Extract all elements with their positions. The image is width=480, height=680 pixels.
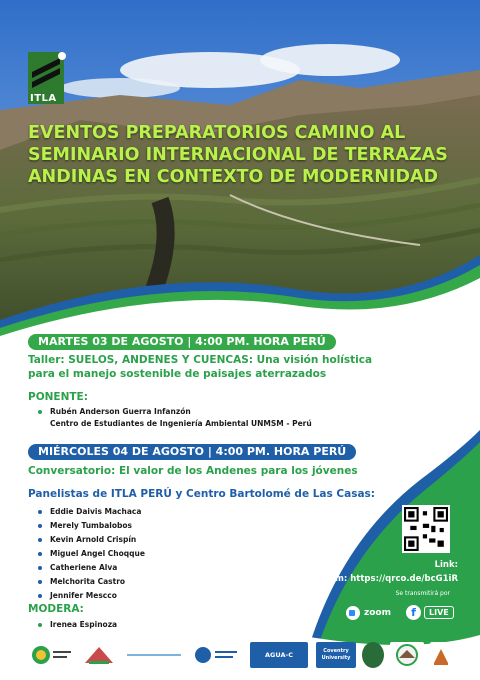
bullet-icon bbox=[38, 524, 42, 528]
list-item: Eddie Daivis Machaca bbox=[50, 507, 142, 516]
partner-logo bbox=[28, 642, 74, 668]
partner-logo bbox=[82, 642, 116, 668]
event1-date-badge: MARTES 03 DE AGOSTO | 4:00 PM. HORA PERÚ bbox=[28, 334, 336, 350]
bullet-icon bbox=[38, 510, 42, 514]
logo-text: ITLA bbox=[30, 93, 57, 104]
partner-logo bbox=[124, 642, 184, 668]
bullet-icon bbox=[38, 594, 42, 598]
partner-logo-coventry bbox=[316, 642, 356, 668]
bullet-icon bbox=[38, 580, 42, 584]
list-item: Catheriene Alva bbox=[50, 563, 118, 572]
partner-logo bbox=[362, 642, 384, 668]
zoom-link[interactable]: Zoom: https://qrco.de/bcG1iR bbox=[317, 574, 458, 584]
event1-topic-line2: para el manejo sostenible de paisajes aterrazados bbox=[28, 368, 327, 380]
zoom-label: zoom bbox=[364, 608, 391, 618]
partner-logo bbox=[192, 642, 242, 668]
bullet-icon bbox=[38, 538, 42, 542]
partner-name: Coventry University bbox=[321, 648, 351, 661]
zoom-icon bbox=[346, 606, 360, 620]
moderator-name: Irenea Espinoza bbox=[50, 620, 118, 629]
facebook-live[interactable] bbox=[406, 605, 454, 620]
list-item: Kevin Arnold Crispín bbox=[50, 535, 137, 544]
partner-logo-agua-c bbox=[250, 642, 308, 668]
partner-logo bbox=[390, 642, 424, 668]
event2-date-badge: MIÉRCOLES 04 DE AGOSTO | 4:00 PM. HORA PERÚ bbox=[28, 444, 356, 460]
moderator-label: MODERA: bbox=[28, 603, 84, 615]
zoom-platform[interactable] bbox=[346, 606, 391, 620]
panelists-label: Panelistas de ITLA PERÚ y Centro Bartolomé de Las Casas: bbox=[28, 488, 375, 500]
bullet-icon bbox=[38, 410, 42, 414]
event2-topic: Conversatorio: El valor de los Andenes para los jóvenes bbox=[28, 465, 358, 477]
qr-code-icon[interactable] bbox=[402, 505, 450, 553]
link-label: Link: bbox=[434, 560, 458, 570]
event1-topic-line1: Taller: SUELOS, ANDENES Y CUENCAS: Una visión holística bbox=[28, 354, 373, 366]
list-item: Miguel Angel Choqque bbox=[50, 549, 145, 558]
speaker-name: Rubén Anderson Guerra Infanzón bbox=[50, 407, 191, 416]
partner-logo bbox=[430, 642, 452, 668]
partner-name: AGUA-C bbox=[265, 651, 293, 659]
speaker-org: Centro de Estudiantes de Ingeniería Ambiental UNMSM - Perú bbox=[50, 419, 312, 428]
list-item: Melchorita Castro bbox=[50, 577, 126, 586]
list-item: Merely Tumbalobos bbox=[50, 521, 132, 530]
bullet-icon bbox=[38, 566, 42, 570]
facebook-icon: f bbox=[406, 605, 421, 620]
live-badge: LIVE bbox=[424, 606, 454, 619]
bullet-icon bbox=[38, 623, 42, 627]
list-item: Jennifer Mescco bbox=[50, 591, 117, 600]
transmit-label: Se transmitirá por bbox=[395, 590, 450, 597]
speaker-label: PONENTE: bbox=[28, 391, 88, 403]
bullet-icon bbox=[38, 552, 42, 556]
page-title: EVENTOS PREPARATORIOS CAMINO AL SEMINARIO INTERNACIONAL DE TERRAZAS ANDINAS EN CONTEXTO DE MODERNIDAD bbox=[28, 123, 448, 187]
